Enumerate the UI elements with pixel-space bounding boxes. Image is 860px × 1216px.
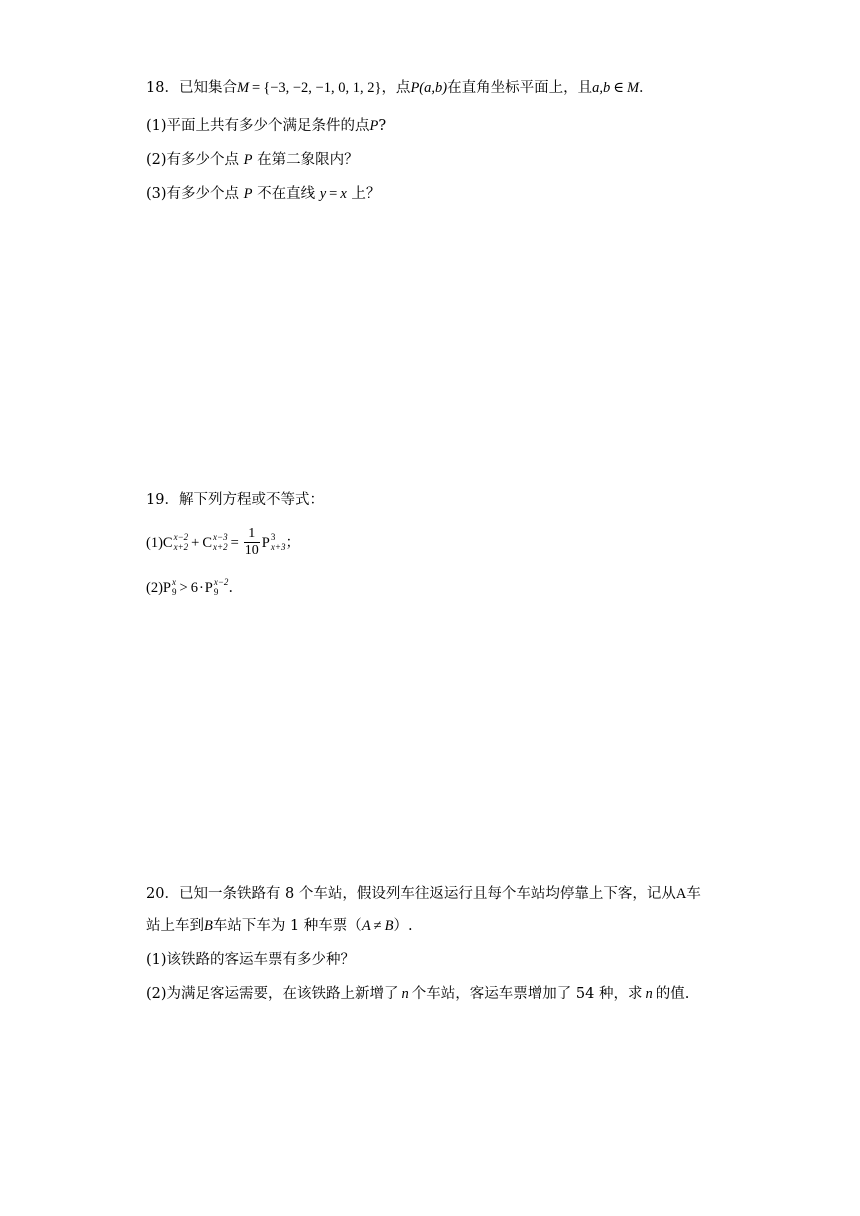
q20-stem-line2 (146, 916, 413, 936)
q18-p3-line-y: y (319, 186, 327, 202)
q19-p3-symbol: P (261, 535, 270, 551)
q20-var-b: B (204, 918, 213, 934)
q18-part2 (146, 150, 359, 170)
q19-p1-label: (1) (146, 535, 163, 551)
q19-c1-sup: x−2 (173, 532, 189, 542)
q20-var-n: n (401, 986, 409, 1002)
q19-pb-symbol: P (204, 580, 213, 596)
q20-stem-line1 (146, 884, 701, 904)
q20-var-n2: n (645, 986, 653, 1002)
q19-c2-symbol: C (202, 535, 213, 551)
q19-p2-label: (2) (146, 580, 163, 596)
q20-number: 20． (146, 886, 179, 902)
q20-neq: ≠ (373, 918, 382, 934)
q18-set-eq: = (252, 80, 261, 96)
q18-number: 18． (146, 80, 179, 96)
q18-set-name: M (236, 80, 250, 96)
q18-p3-text-c: 上？ (351, 186, 381, 202)
q18-cond: a,b (592, 80, 611, 96)
q20-neq-b: B (384, 918, 394, 934)
q19-c2-indices (213, 532, 228, 552)
q18-p3-line-x: x (340, 186, 347, 202)
q19-fraction (244, 526, 260, 559)
q18-set-body: {−3, −2, −1, 0, 1, 2} (263, 80, 382, 96)
q18-intro-c: 在直角坐标平面上，且 (447, 80, 593, 96)
q19-p3-indices (271, 532, 286, 552)
q19-p3-sub: x+3 (270, 542, 286, 552)
q18-part3 (146, 184, 380, 204)
q19-dot: · (198, 580, 204, 596)
q19-pb-indices (214, 577, 229, 597)
q19-p3-sup: 3 (270, 532, 276, 542)
q18-p1-end: ? (378, 118, 387, 134)
q19-part2 (146, 574, 243, 602)
q19-pa-symbol: P (162, 580, 171, 596)
q20-line2-b: 车站下车为 1 种车票（ (212, 918, 362, 934)
q18-p3-text-b: 不在直线 (257, 186, 316, 202)
q19-number: 19． (146, 492, 179, 508)
q19-six: 6 (190, 580, 198, 596)
q19-eq: = (230, 535, 239, 551)
q20-p2-text-a: (2)为满足客运需要，在该铁路上新增了 (146, 986, 399, 1002)
q19-c2-sup: x−3 (213, 532, 228, 542)
q18-p1-text: (1)平面上共有多少个满足条件的点 (146, 118, 370, 134)
q18-in-symbol: ∈ (613, 80, 624, 96)
q19-frac-num: 1 (244, 526, 260, 543)
q20-part1 (146, 950, 355, 970)
q19-pb-sup: x−2 (213, 577, 229, 587)
q19-plus: + (191, 535, 200, 551)
q19-pb-sub: 9 (213, 587, 219, 597)
q19-part1 (146, 526, 300, 560)
q18-p3-text-a: (3)有多少个点 (146, 186, 240, 202)
q20-line1: 已知一条铁路有 8 个车站，假设列车往返运行且每个车站均停靠上下客，记从 (178, 886, 676, 902)
q18-p3-var: P (243, 186, 253, 202)
q20-line2-end: ）. (393, 918, 413, 934)
q18-intro-a: 已知集合 (178, 80, 237, 96)
q20-line2-a: 站上车到 (146, 918, 204, 934)
q18-stem (146, 78, 654, 98)
q19-c2-sub: x+2 (213, 542, 228, 552)
q18-p3-line-eq: = (329, 186, 338, 202)
q18-point: P(a,b) (410, 80, 448, 96)
q19-p1-end: ； (285, 535, 300, 551)
q20-line1-end: 车 (686, 886, 701, 902)
q19-pa-sup: x (172, 577, 176, 587)
q19-c1-indices (174, 532, 189, 552)
q18-intro-b: ，点 (381, 80, 411, 96)
q18-set-name2: M (626, 80, 640, 96)
q19-pa-indices (172, 577, 177, 597)
q20-p1-text: (1)该铁路的客运车票有多少种？ (146, 952, 356, 968)
q19-title: 解下列方程或不等式： (178, 492, 324, 508)
q18-p1-var: P (369, 118, 379, 134)
q18-part1 (146, 116, 386, 136)
q18-p2-text-b: 在第二象限内？ (257, 152, 359, 168)
q19-frac-den: 10 (244, 542, 259, 558)
q20-p2-text-c: 的值. (655, 986, 690, 1002)
q19-pa-sub: 9 (172, 587, 177, 597)
q20-p2-text-b: 个车站，客运车票增加了 54 种，求 (411, 986, 643, 1002)
q19-c1-sub: x+2 (173, 542, 189, 552)
q18-p2-text-a: (2)有多少个点 (146, 152, 240, 168)
q19-gt: > (179, 580, 188, 596)
q18-p2-var: P (243, 152, 253, 168)
q20-part2 (146, 984, 689, 1004)
q19-c1-symbol: C (162, 535, 173, 551)
q18-end: ． (639, 80, 654, 96)
q19-stem (146, 490, 324, 510)
q20-neq-a: A (361, 918, 371, 934)
q20-var-a: A (675, 886, 687, 902)
q19-p2-end: ． (228, 580, 243, 596)
